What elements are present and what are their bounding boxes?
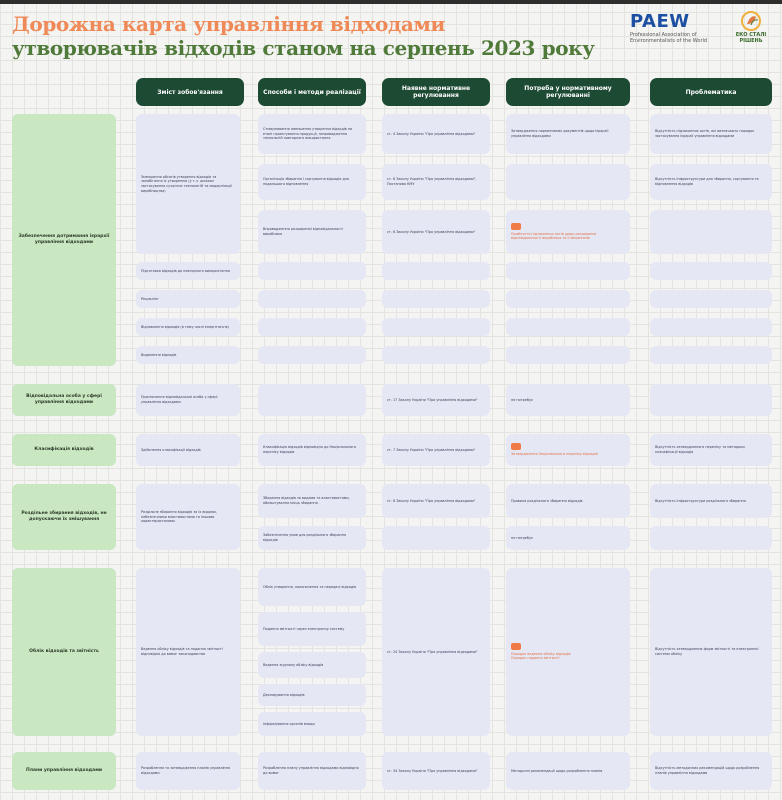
cell-r2-need (506, 384, 630, 416)
cell-text: Затвердження Національного переліку відходів (511, 452, 598, 456)
cell-text: Зменшення обсягів утворення відходів та запобігання їх утворенню (у т.ч. шляхом застосування сучасних технологій та модернізації виробництва) (141, 174, 232, 193)
cell-method-3 (258, 210, 366, 254)
cell-problem-3 (650, 210, 772, 254)
cell-r5-method-4 (258, 684, 366, 706)
row-label-responsible-person: Відповідальна особа у сфері управління відходами (12, 384, 116, 416)
cell-r5-need (506, 568, 630, 736)
cell-need-1 (506, 114, 630, 154)
cell-problem-2 (650, 164, 772, 200)
cell-r3-content (136, 434, 240, 466)
title-line-2: утворювачів відходів станом на серпень 2023 року (12, 36, 595, 60)
cell-problem-4 (650, 262, 772, 280)
cell-law-5 (382, 290, 490, 308)
row-label-hierarchy: Забезпечення дотримання ієрархії управління відходами (12, 114, 116, 366)
cell-text: Розроблення та затвердження планів управління відходами (141, 766, 231, 775)
cell-content-reuse (136, 262, 240, 280)
paew-logo (630, 12, 726, 44)
cell-problem-1 (650, 114, 772, 154)
cell-text: Розроблення плану управління відходами відповідно до вимог (263, 766, 359, 775)
cell-method-2 (258, 164, 366, 200)
cell-r6-law (382, 752, 490, 790)
header-methods: Способи і методи реалізації (258, 78, 366, 106)
cell-text: Порядок ведення обліку відходів (511, 651, 571, 656)
cell-r4-method-1 (258, 484, 366, 518)
cell-r4-law-1 (382, 484, 490, 518)
cell-need-5 (506, 290, 630, 308)
cell-r2-content (136, 384, 240, 416)
cell-text: Видалення відходів (141, 352, 177, 357)
cell-r4-need-1 (506, 484, 630, 518)
cell-law-2 (382, 164, 490, 200)
cell-text: Правила роздільного збирання відходів (511, 498, 583, 503)
cell-r6-problem (650, 752, 772, 790)
cell-need-4 (506, 262, 630, 280)
cell-text: не потребує (511, 397, 533, 402)
cell-law-7 (382, 346, 490, 364)
cell-text: Відсутність інфраструктури для збирання, сортування та відновлення відходів (655, 177, 759, 186)
cell-r3-law (382, 434, 490, 466)
cell-text: ст. 24 Закону України "Про управління відходами" (387, 649, 478, 654)
cell-r4-problem-2 (650, 526, 772, 550)
cell-r4-problem-1 (650, 484, 772, 518)
title-line-1: Дорожна карта управління відходами (12, 12, 445, 36)
cell-text: Відсутність затвердженого переліку та методики класифікації відходів (655, 445, 745, 454)
cell-r2-method (258, 384, 366, 416)
cell-r5-method-3 (258, 652, 366, 678)
cell-text: ст. 4 Закону України "Про управління відходами" (387, 131, 476, 136)
warning-tag: !!! (511, 223, 521, 230)
header-regulation: Наявне нормативне регулювання (382, 78, 490, 106)
cell-text: Відновлення відходів (в тому числі енергетичне) (141, 324, 229, 329)
eco-logo-text: ЕКО СТАЛІ РІШЕНЬ (735, 32, 767, 44)
warning-tag: !!! (511, 443, 521, 450)
cell-text: Рециклінг (141, 296, 159, 301)
cell-law-4 (382, 262, 490, 280)
eco-logo (728, 10, 774, 50)
cell-text: Порядок подання звітності (511, 656, 560, 661)
cell-r4-method-2 (258, 526, 366, 550)
cell-r3-method (258, 434, 366, 466)
cell-content-disposal (136, 346, 240, 364)
cell-text: не потребує (511, 535, 533, 540)
cell-r3-problem (650, 434, 772, 466)
cell-need-6 (506, 318, 630, 336)
cell-r4-law-2 (382, 526, 490, 550)
cell-content-prevention (136, 114, 240, 254)
leaf-icon (728, 10, 774, 32)
cell-text: Класифікація відходів відповідно до Національного переліку відходів (263, 445, 357, 454)
cell-text: Відсутність інфраструктури роздільного збирання (655, 498, 746, 503)
cell-r5-law (382, 568, 490, 736)
cell-text: Затвердження нормативних документів щодо ієрархії управління відходами (511, 129, 609, 138)
cell-r5-problem (650, 568, 772, 736)
row-label-separate-collection: Роздільне збирання відходів, не допускаючи їх змішування (12, 484, 116, 550)
cell-text: Облік утворення, накопичення та передачі відходів (263, 584, 357, 589)
paew-subtitle: Professional Association of Environmentalists of the World (630, 32, 708, 44)
cell-law-3 (382, 210, 490, 254)
cell-text: Ведення обліку відходів та подання звітності відповідно до вимог законодавства (141, 647, 223, 656)
cell-text: Інформування органів влади (263, 721, 315, 726)
cell-text: ст. 17 Закону України "Про управління відходами" (387, 397, 478, 402)
header-problems: Проблематика (650, 78, 772, 106)
cell-text: Ведення журналу обліку відходів (263, 662, 324, 667)
cell-text: ст. 6 Закону України "Про управління відходами", Постанова КМУ (387, 177, 477, 186)
cell-text: Прийняття підзаконних актів щодо розширеної відповідальності виробника та її механізмів (511, 231, 597, 241)
cell-text: Призначення відповідальної особи у сфері управління відходами (141, 395, 218, 404)
cell-r4-content (136, 484, 240, 550)
cell-r5-method-2 (258, 612, 366, 646)
cell-method-4 (258, 262, 366, 280)
cell-text: ст. 6 Закону України "Про управління відходами" (387, 229, 476, 234)
cell-law-1 (382, 114, 490, 154)
cell-text: Відсутність методичних рекомендацій щодо розроблення планів управління відходами (655, 766, 760, 775)
cell-r6-need (506, 752, 630, 790)
cell-text: Збирання відходів за видами та властивостями, облаштування місць збирання (263, 496, 350, 505)
cell-text: Відсутність затверджених форм звітності та електронної системи обліку (655, 647, 759, 656)
cell-text: ст. 8 Закону України "Про управління відходами" (387, 498, 476, 503)
cell-problem-7 (650, 346, 772, 364)
paew-name: PAEW (630, 11, 690, 32)
cell-law-6 (382, 318, 490, 336)
cell-r2-law (382, 384, 490, 416)
cell-text: Стимулювання зменшення утворення відходів на етапі проектування продукції, запровадження технологій повторного використання (263, 127, 353, 141)
cell-method-6 (258, 318, 366, 336)
cell-problem-6 (650, 318, 772, 336)
row-label-classification: Класифікація відходів (12, 434, 116, 466)
header-content: Зміст зобов'язання (136, 78, 244, 106)
cell-method-7 (258, 346, 366, 364)
cell-text: Відсутність підзаконних актів, які визначають порядок застосування ієрархії управління відходами (655, 129, 755, 138)
cell-text: Декларування відходів (263, 692, 305, 697)
cell-r2-problem (650, 384, 772, 416)
header-regulation-need: Потреба у нормативному регулюванні (506, 78, 630, 106)
cell-r5-content (136, 568, 240, 736)
cell-need-2 (506, 164, 630, 200)
cell-text: Здійснення класифікації відходів (141, 447, 201, 452)
cell-need-3 (506, 210, 630, 254)
cell-text: Роздільне збирання відходів за їх видами, небезпечними властивостями та іншими характеристиками (141, 510, 217, 524)
row-label-waste-plans: Плани управління відходами (12, 752, 116, 790)
cell-r3-need (506, 434, 630, 466)
cell-r4-need-2 (506, 526, 630, 550)
cell-r5-method-1 (258, 568, 366, 606)
cell-method-1 (258, 114, 366, 154)
page-title (12, 12, 612, 60)
cell-r6-method (258, 752, 366, 790)
cell-text: ст. 34 Закону України "Про управління відходами" (387, 768, 478, 773)
cell-problem-5 (650, 290, 772, 308)
cell-text: Подання звітності через електронну систему (263, 626, 345, 631)
cell-text: Забезпечення умов для роздільного збирання відходів (263, 533, 347, 542)
top-bar (0, 0, 782, 4)
cell-method-5 (258, 290, 366, 308)
cell-text: Методичні рекомендації щодо розроблення планів (511, 768, 603, 773)
cell-r6-content (136, 752, 240, 790)
cell-text: Організація збирання і сортування відходів для подальшого відновлення (263, 177, 349, 186)
cell-need-7 (506, 346, 630, 364)
cell-content-recovery (136, 318, 240, 336)
cell-text: Підготовка відходів до повторного використання (141, 268, 230, 273)
cell-text: Впровадження розширеної відповідальності виробника (263, 227, 343, 236)
warning-tag: !!! (511, 643, 521, 650)
cell-content-recycling (136, 290, 240, 308)
cell-r5-method-5 (258, 712, 366, 736)
cell-text: ст. 7 Закону України "Про управління відходами" (387, 447, 476, 452)
row-label-accounting: Облік відходів та звітність (12, 568, 116, 736)
